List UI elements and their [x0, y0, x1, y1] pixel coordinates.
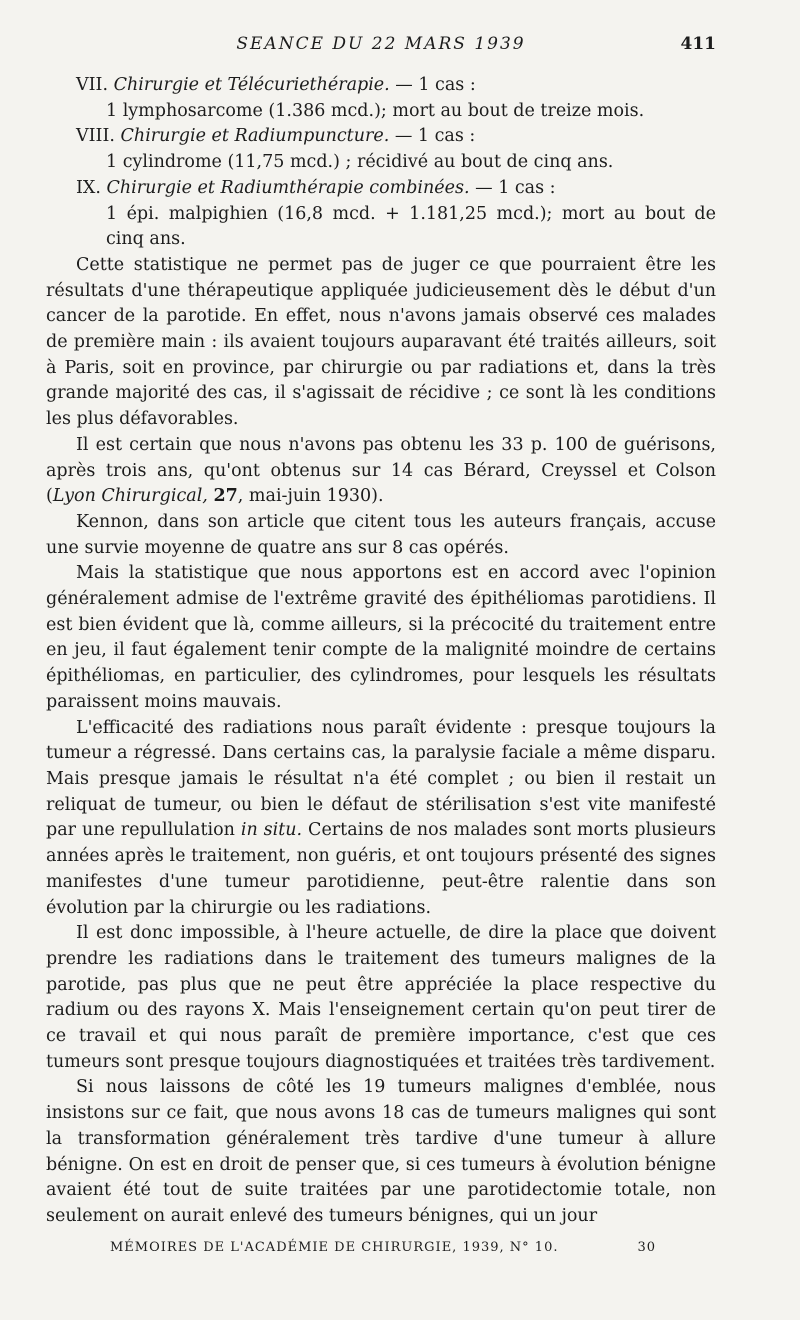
case-detail: 1 lymphosarcome (1.386 mcd.); mort au bout de treize mois. [106, 100, 645, 121]
case-count: — 1 cas : [469, 177, 556, 198]
latin-phrase: in situ. [240, 820, 303, 841]
paragraph: Mais la statistique que nous apportons est en accord avec l'opinion généralement admise de l'extrême gravité des épithéliomas parotidiens. Il est bien évident que là, comme ailleurs, si la précocité du traitement entre en jeu, il faut également tenir compte de la malignité moindre de certains épithéliomas, en particulier, des cylindromes, pour lesquels les résultats paraissent moins mauvais. [46, 563, 716, 712]
case-title: Chirurgie et Télécuriethérapie. [113, 75, 390, 95]
paragraph-text: , mai-juin 1930). [237, 486, 384, 507]
paragraph-text: Il est certain que nous n'avons pas obtenu les 33 p. 100 de guérisons, après trois ans, qu'ont obtenus sur 14 cas Bérard, Creyssel et Colson ( [46, 434, 716, 507]
running-header [46, 34, 716, 58]
paragraph: Il est donc impossible, à l'heure actuelle, de dire la place que doivent prendre les radiations dans le traitement des tumeurs malignes de la parotide, pas plus que ne peut être appréciée la place respective du radium ou des rayons X. Mais l'enseignement certain qu'on peut tirer de ce travail et qui nous paraît de première importance, c'est que ces tumeurs sont presque toujours diagnostiquées et traitées très tardivement. [46, 923, 716, 1072]
case-count: — 1 cas : [389, 126, 476, 147]
header-title: SEANCE DU 22 MARS 1939 [236, 34, 526, 54]
paragraph: Cette statistique ne permet pas de juger ce que pourraient être les résultats d'une thérapeutique appliquée judicieusement dès le début d'un cancer de la parotide. En effet, nous n'avons jamais observé ces malades de première main : ils avaient toujours auparavant été traités ailleurs, soit à Paris, soit en province, par chirurgie ou par radiations et, dans la très grande majorité des cas, il s'agissait de récidive ; ce sont là les conditions les plus défavorables. [46, 254, 716, 430]
page-number: 411 [680, 34, 716, 54]
page-body [46, 73, 716, 1230]
case-number: VIII. [76, 126, 115, 147]
case-title: Chirurgie et Radiumpuncture. [120, 126, 390, 147]
case-count: — 1 cas : [389, 75, 476, 95]
case-heading-viii [46, 124, 716, 150]
journal-volume: 27 [213, 486, 238, 507]
paragraph-text: Certains de nos malades sont morts plusieurs années après le traitement, non guéris, et ont toujours présenté des signes manifestes d'une tumeur parotidienne, peut-être ralentie dans son évolution par la chirurgie ou les radiations. [46, 820, 717, 918]
case-heading-vii [46, 73, 716, 99]
case-heading-ix [46, 176, 716, 202]
page-footer [46, 1240, 716, 1262]
case-number: IX. [76, 177, 101, 198]
case-title: Chirurgie et Radiumthérapie combinées. [106, 177, 470, 198]
paragraph: Si nous laissons de côté les 19 tumeurs malignes d'emblée, nous insistons sur ce fait, que nous avons 18 cas de tumeurs malignes qui sont la transformation généralement très tardive d'une tumeur à allure bénigne. On est en droit de penser que, si ces tumeurs à évolution bénigne avaient été tout de suite traitées par une parotidectomie totale, non seulement on aurait enlevé des tumeurs bénignes, qui un jour [46, 1077, 716, 1226]
footer-source: MÉMOIRES DE L'ACADÉMIE DE CHIRURGIE, 1939, N° 10. [110, 1240, 559, 1255]
paragraph [46, 716, 716, 922]
case-detail: 1 épi. malpighien (16,8 mcd. + 1.181,25 mcd.); mort au bout de cinq ans. [106, 203, 716, 250]
paragraph-text: L'efficacité des radiations nous paraît évidente : presque toujours la tumeur a régressé. Dans certains cas, la paralysie faciale a même disparu. Mais presque jamais le résultat n'a été complet ; ou bien il restait un reliquat de tumeur, ou bien le défaut de stérilisation s'est vite manifesté par une repullulation [46, 717, 716, 841]
case-detail: 1 cylindrome (11,75 mcd.) ; récidivé au bout de cinq ans. [106, 152, 614, 173]
case-number: VII. [76, 75, 109, 95]
journal-title: Lyon Chirurgical, [52, 486, 208, 507]
footer-signature: 30 [637, 1240, 656, 1255]
paragraph [46, 433, 716, 510]
paragraph: Kennon, dans son article que citent tous les auteurs français, accuse une survie moyenne de quatre ans sur 8 cas opérés. [46, 511, 716, 558]
